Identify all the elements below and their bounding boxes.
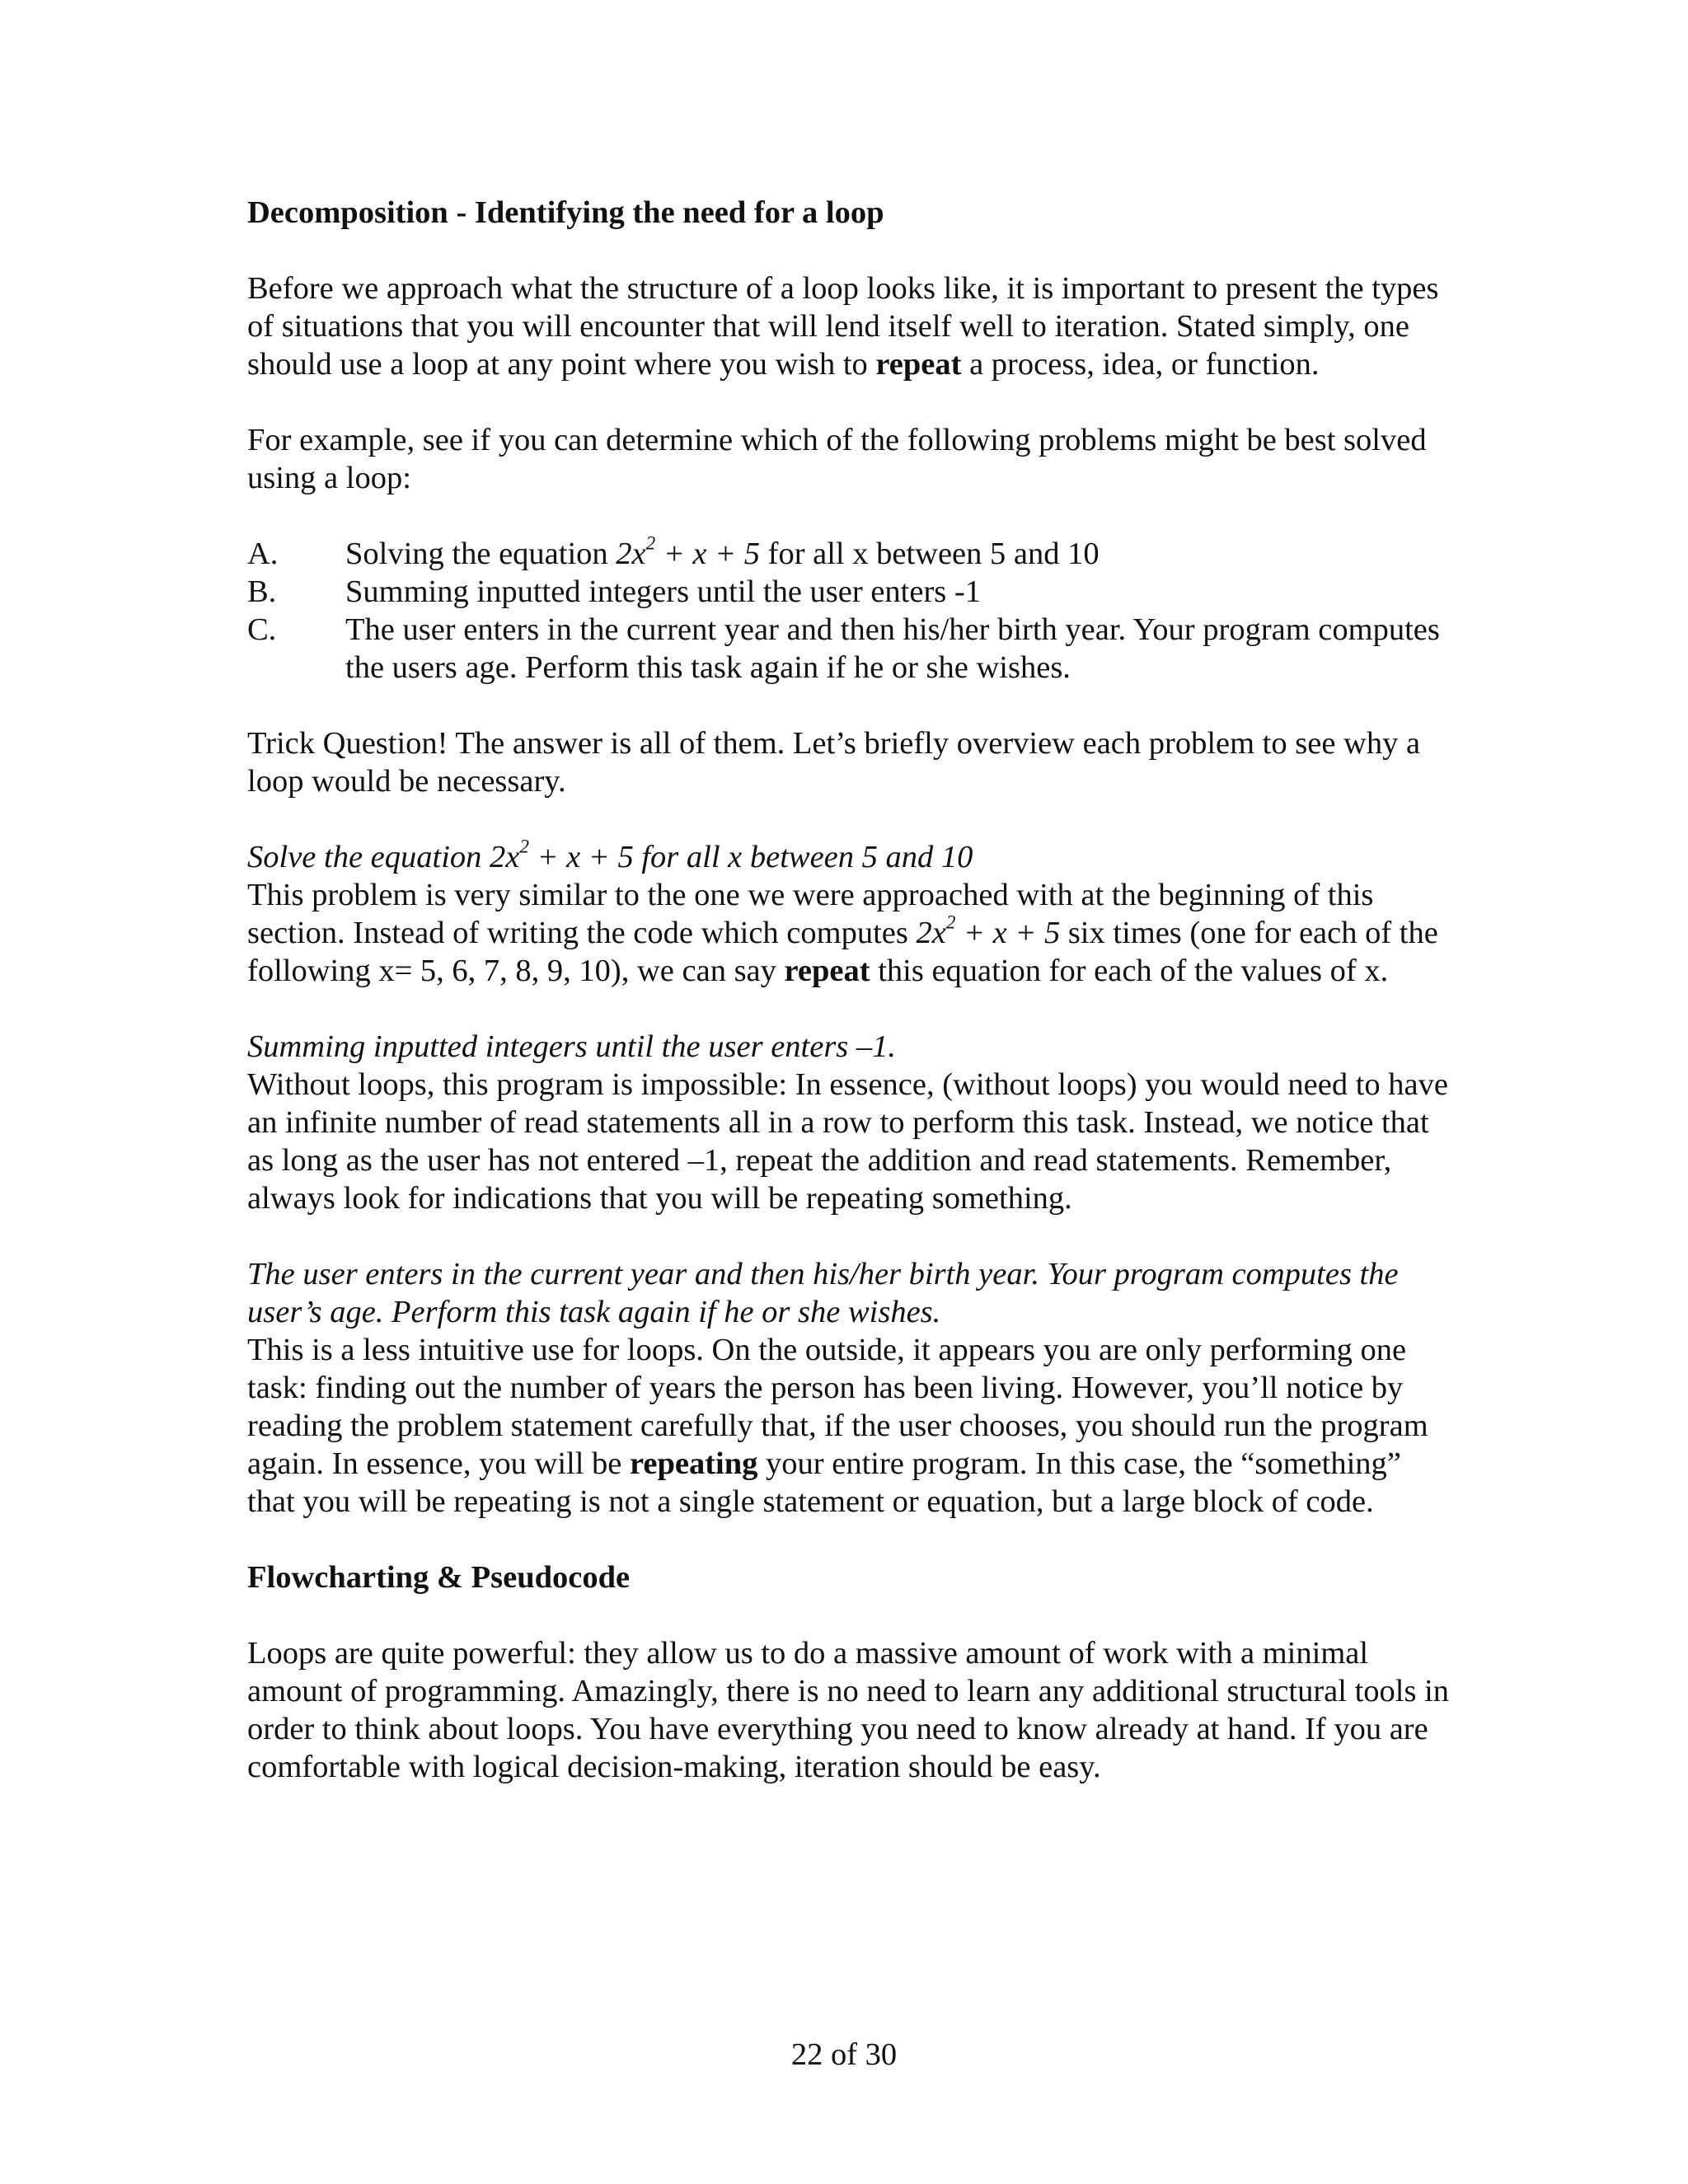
problem-2-text: Without loops, this program is impossible: In essence, (without loops) you would need to have an infinite number of read statements all in a row to perform this task. Instead, we notice that as long as the user has not entered –1, repeat the addition and read statements. Remember, always look for indications that you will be repeating something. [247,1067,1448,1216]
document-page [247,194,1451,1786]
equation: $2x^2 + x + 5$ [916,911,1061,950]
intro-text-b: a process, idea, or function. [961,347,1320,382]
problem-1-text: This problem is very similar to the one we were approached with at the beginning of this section. Instead of writing the code which computes $2x^2 + x + 5$ six times (one for each of the following x= 5, 6, 7, 8, 9, 10), we can say repeat this equation for each of the values of x. [247,878,1438,988]
option-c [247,611,1451,687]
problem-3-text: This is a less intuitive use for loops. On the outside, it appears you are only performing one task: finding out the number of years the person has been living. However, you’ll notice by reading the problem statement carefully that, if the user chooses, you should run the program again. In essence, you will be repeating your entire program. In this case, the “something” that you will be repeating is not a single statement or equation, but a large block of code. [247,1333,1428,1519]
option-text: The user enters in the current year and then his/her birth year. Your program computes the users age. Perform this task again if he or she wishes. [345,612,1440,685]
problem-2-block [247,1028,1451,1217]
problem-3-block [247,1255,1451,1521]
prompt-paragraph: For example, see if you can determine which of the following problems might be best solved using a loop: [247,423,1427,495]
option-letter: B. [247,574,277,609]
equation: $2x^2 + x + 5$ [616,532,760,571]
option-a: A. Solving the equation $2x^2 + x + 5$ for all x between 5 and 10 [247,532,1100,571]
problem-1-block [247,835,1451,990]
page-number: 22 of 30 [790,2037,898,2072]
problem-1-title: Solve the equation $2x^2 + x + 5$ for all x between 5 and 10 [247,835,973,874]
answer-paragraph: Trick Question! The answer is all of them. Let’s briefly overview each problem to see why a loop would be necessary. [247,726,1421,799]
bold-repeat: repeat [784,954,870,988]
options-list [247,532,1451,687]
section-heading-flowcharting: Flowcharting & Pseudocode [247,1560,631,1595]
section-heading-decomposition: Decomposition - Identifying the need for a loop [247,195,884,230]
option-letter: C. [247,612,277,647]
bold-repeating: repeating [630,1446,758,1481]
option-b [247,573,1451,611]
option-letter: A. [247,537,279,571]
intro-bold-repeat: repeat [875,347,962,382]
intro-text-a: Before we approach what the structure of a loop looks like, it is important to present the types of situations that you will encounter that will lend itself well to iteration. Stated simply, one should use a loop at any point where you wish to [247,271,1439,382]
problem-3-title: The user enters in the current year and then his/her birth year. Your program computes the user’s age. Perform this task again if he or she wishes. [247,1257,1399,1329]
flowcharting-paragraph: Loops are quite powerful: they allow us to do a massive amount of work with a minimal amount of programming. Amazingly, there is no need to learn any additional structural tools in order to think about loops. You have everything you need to know already at hand. If you are comfortable with logical decision-making, iteration should be easy. [247,1636,1450,1784]
problem-2-title: Summing inputted integers until the user enters –1. [247,1029,897,1064]
option-text: Summing inputted integers until the user enters -1 [345,574,981,609]
intro-paragraph [247,269,1451,383]
